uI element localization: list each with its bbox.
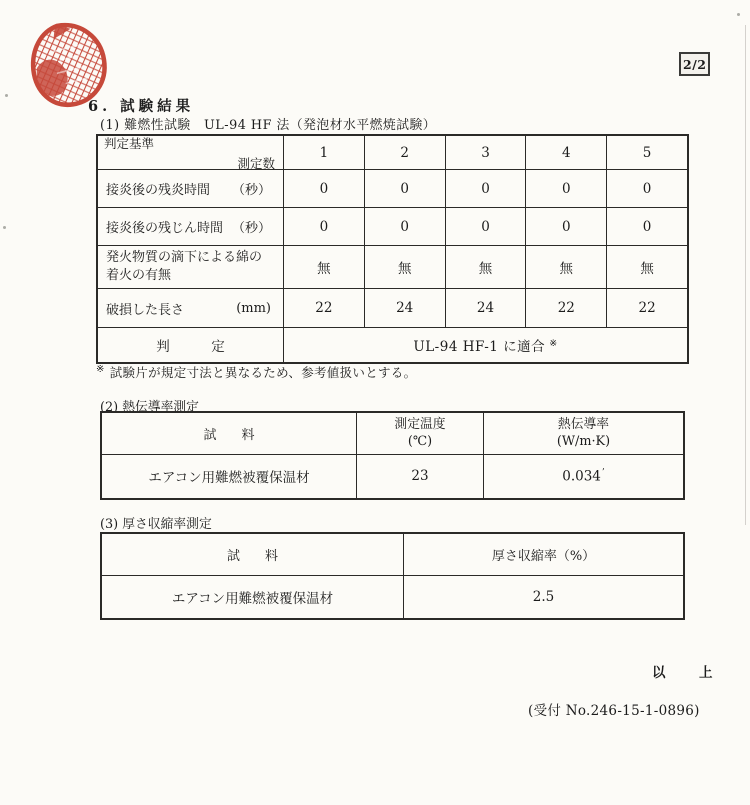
footnote-mark: ※	[96, 363, 105, 375]
thermal-table	[101, 412, 684, 499]
cell-value: 24	[364, 289, 445, 328]
cell-value: 22	[526, 289, 607, 328]
table-row	[98, 208, 688, 246]
thermal-conductivity: 0.034	[562, 468, 601, 485]
shrinkage-header-sample: 試 料	[102, 534, 404, 576]
column-header: 1	[284, 136, 365, 170]
row-unit: （秒）	[231, 183, 271, 198]
cell-value: 0	[445, 170, 526, 208]
cell-value: 0	[445, 208, 526, 246]
cell-value: 0	[284, 208, 365, 246]
closing-text: 以 上	[652, 665, 723, 681]
judgement-label: 判 定	[98, 328, 284, 363]
thermal-header-temp-line2: (℃)	[407, 434, 433, 450]
shrinkage-subtitle: (3) 厚さ収縮率測定	[100, 517, 212, 532]
footnote-text: 試験片が規定寸法と異なるため、参考値扱いとする。	[109, 365, 417, 380]
cell-value: 無	[526, 246, 607, 289]
shrinkage-table	[101, 533, 684, 619]
header-measure-count: 測定数	[237, 155, 275, 171]
flammability-table	[97, 135, 688, 363]
header-criteria: 判定基準	[104, 135, 155, 151]
page-number-box	[679, 52, 710, 76]
receipt-number: (受付 No.246-15-1-0896)	[528, 703, 700, 719]
cell-value: 0	[526, 170, 607, 208]
column-header: 5	[607, 136, 688, 170]
table-row	[102, 576, 684, 619]
judgement-row	[98, 328, 688, 363]
reference-mark: ※	[549, 337, 558, 349]
column-header: 3	[445, 136, 526, 170]
judgement-value: UL-94 HF-1 に適合	[413, 339, 546, 355]
thermal-sample: エアコン用難燃被覆保温材	[102, 454, 357, 498]
shrinkage-header-rate: 厚さ収縮率（%）	[404, 534, 684, 576]
cell-value: 22	[284, 289, 365, 328]
section-title: 6. 試験結果	[88, 98, 195, 115]
shrinkage-rate: 2.5	[404, 576, 684, 619]
cell-value: 0	[284, 170, 365, 208]
cell-value: 無	[445, 246, 526, 289]
thermal-temp: 23	[357, 454, 484, 498]
cell-value: 0	[364, 208, 445, 246]
row-label: 接炎後の残炎時間	[106, 183, 211, 198]
table-row	[98, 246, 688, 289]
cell-value: 0	[607, 170, 688, 208]
judgement-value-cell	[284, 328, 688, 363]
thermal-header-temp-line1: 測定温度	[394, 417, 446, 432]
cell-value: 0	[607, 208, 688, 246]
conductivity-tick-mark: ’	[601, 467, 605, 478]
row-unit: (mm)	[236, 300, 271, 316]
cell-value: 24	[445, 289, 526, 328]
row-unit: （秒）	[231, 221, 271, 236]
column-header: 4	[526, 136, 607, 170]
page-number: 2/2	[683, 56, 707, 72]
cell-value: 無	[607, 246, 688, 289]
cell-value: 0	[526, 208, 607, 246]
footnote	[96, 363, 416, 381]
scan-edge-shadow	[745, 25, 746, 525]
row-label: 破損した長さ	[106, 302, 185, 318]
thermal-conductivity-cell	[484, 454, 684, 498]
thermal-header-cond-line2: (W/m·K)	[556, 434, 611, 450]
scan-speck	[5, 94, 8, 97]
cell-value: 22	[607, 289, 688, 328]
scan-speck	[737, 13, 740, 16]
row-label: 発火物質の滴下による綿の着火の有無	[106, 250, 263, 283]
thermal-header-temp	[357, 413, 484, 455]
cell-value: 無	[284, 246, 365, 289]
scan-speck	[3, 226, 6, 229]
column-header: 2	[364, 136, 445, 170]
cell-value: 無	[364, 246, 445, 289]
table-row	[98, 289, 688, 328]
table-row	[98, 170, 688, 208]
shrinkage-sample: エアコン用難燃被覆保温材	[102, 576, 404, 619]
thermal-subtitle: (2) 熱伝導率測定	[100, 400, 199, 415]
flammability-subtitle: (1) 難燃性試験 UL-94 HF 法（発泡材水平燃焼試験）	[100, 118, 437, 133]
thermal-header-conductivity	[484, 413, 684, 455]
thermal-header-sample: 試 料	[102, 413, 357, 455]
cell-value: 0	[364, 170, 445, 208]
row-label: 接炎後の残じん時間	[106, 221, 224, 236]
thermal-header-cond-line1: 熱伝導率	[557, 417, 610, 432]
table-row	[102, 454, 684, 498]
